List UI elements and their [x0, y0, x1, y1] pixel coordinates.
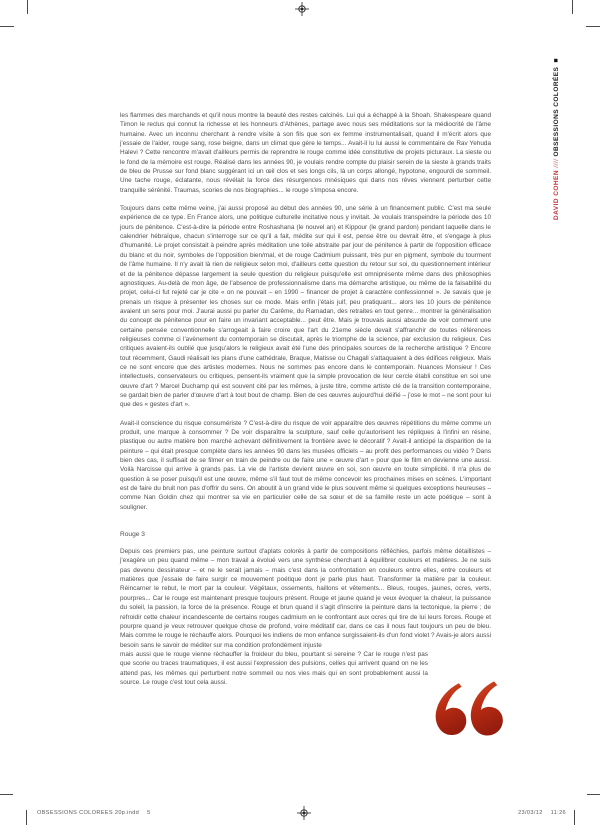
paragraph: mais aussi que le rouge vienne réchauffer la froideur du bleu, pourtant si sereine ? Car le rouge n'est pas que scorie ou traces traumatiques, il est aussi l'expression des pulsions, celles qui arrivent quand on ne les attend pas, les mêmes qui perturbent notre sommeil ou nos vies mais qui en sont probablement aussi la source. Le rouge c'est tout cela aussi. — [120, 650, 428, 686]
crop-mark — [0, 26, 14, 27]
crop-mark — [587, 794, 600, 795]
crop-mark — [586, 26, 600, 27]
quote-marks-graphic — [433, 680, 507, 742]
print-time: 11:26 — [550, 810, 566, 816]
crop-mark — [26, 810, 27, 825]
file-slug: OBSESSIONS COLOREES 20p.indd — [37, 810, 140, 816]
spine-separator: //// — [553, 156, 560, 171]
author-name: DAVID COHEN — [553, 170, 560, 220]
print-date: 23/03/12 — [518, 810, 543, 816]
paragraph: Depuis ces premiers pas, une peinture surtout d'aplats colorés à partir de compositions réfléchies, parfois même détaillistes – j'exagère un peu quand même – mon travail a évolué vers une synthèse cherchant à équilibrer couleurs et matières. Je ne suis pas devenu dessinateur – et ne le serait jamais – mais c'est dans la confrontation en couleurs entre elles, entre couleurs et matières que j'essaie de faire surgir ce mouvement poétique dont je parle plus haut. Transformer la matière par la couleur. Réincarner le rebut, le mort par la couleur. Végétaux, ossements, haillons et vêtements... Bleus, rouges, jaunes, ocres, verts, pourpres... Car le rouge est maintenant presque toujours présent. Rouge et jaune quand je veux évoquer la chaleur, la puissance du soleil, la passion, la force de la présence. Rouge et brun quand il s'agit d'inscrire la peinture dans la tectonique, la pierre ; de refroidir cette chaleur incandescente de certains rouges cadmium en le confrontant aux ocres qui tire de lui leurs forces. Rouge et pourpre quand je veux retrouver quelque chose de profond, voire méditatif car, dans ce cas il nous faut toujours un peu de bleu. Mais comme le rouge le réchauffe alors. Pourquoi les indiens de mon enfance surgissaient-ils d'un fond violet ? Avais-je alors aussi besoin sans le savoir de méditer sur ma condition profondément injuste — [120, 548, 491, 649]
crop-mark — [27, 0, 28, 14]
footer-slug — [37, 810, 151, 816]
book-title: OBSESSIONS COLORÉES — [553, 66, 560, 157]
crop-mark — [0, 794, 13, 795]
paragraph: Avait-il conscience du risque consumériste ? C'est-à-dire du risque de voir apparaître des œuvres répétitions du même comme un produit, une marque à consommer ? De voir disparaître la sculpture, sauf celle qu'autorisent les répliques à l'infini en résine, plastique ou autre matière bon marché achevant définitivement la frontière avec le décoratif ? Avait-il anticipé la disparition de la peinture – qui était presque complète dans les années 90 dans les musées officiels – au profit des performances ou vidéo ? Dans bien des cas, il suffisait de se filmer en train de peindre ou de faire une « œuvre d'art » pour que le film en devienne une aussi. Voilà Narcisse qui arrive à grands pas. La vie de l'artiste devient œuvre en soi, son œuvre en toute simplicité. Il n'a plus de question à se poser puisqu'il est une œuvre, même s'il faut tout de même concevoir les prochaines mises en scènes. L'important est de faire du bruit non pas d'offrir du sens. On aboutit à un grand vide le plus souvent même si quelques exceptions heureuses – comme Nan Goldin chez qui montrer sa vie en particulier celle de sa sœur et de sa famille reste un acte poétique – sont à souligner. — [120, 419, 491, 511]
registration-mark-icon — [295, 2, 309, 16]
page-number: 5 — [147, 810, 151, 816]
footer-datetime — [518, 810, 566, 816]
registration-mark-icon — [297, 806, 311, 820]
article-text — [120, 111, 491, 696]
paragraph: Toujours dans cette même veine, j'ai aussi proposé au début des années 90, une série à un financement public. C'est ma seule expérience de ce type. En France alors, une politique culturelle incitative nous y invitait. Je voulais transpeindre la période des 10 jours de pénitence. C'est-à-dire la période entre Roshashana (le nouvel an) et Kippour (le grand pardon) pendant laquelle dans le calendrier hébraïque, chacun s'interroge sur ce qu'il a fait, médite sur qui il est, pense être ou devrait être, et s'engage à plus d'humanité. Le projet consistait à peindre après méditation une toile abstraite par jour de pénitence à partir de l'opposition efficace du blanc et du noir, symboles de l'opposition bien/mal, et de rouge Cadmium puissant, très pur en pigment, symbole du tourment de l'âme humaine. Il n'y avait là rien de religieux selon moi, d'ailleurs cette question du retour sur soi, du questionnement intérieur et de la pénitence dépasse largement la seule question du religieux puisqu'elle est omniprésente même dans des philosophies agnostiques. Au-delà de mon âge, de l'absence de professionnalisme dans ma démarche artistique, ou même de la faisabilité du projet, celui-ci fut rejeté car je cite « on ne pouvait – en 1990 – financer de projet à caractère confessionnel ». Je savais que je prenais un risque à présenter les choses sur ce mode. Mais enfin j'étais juif, peu pratiquant... alors les 10 jours de pénitence avaient un sens pour moi. J'aurai aussi pu parler du Carême, du Ramadan, des retraites en tout genre... montrer la généralisation du concept de pénitence pour en faire un invariant acceptable... peut être. Mais je trouvais aussi absurde de voir comment une certaine pensée conventionnelle s'arrogeait à faire croire que l'art du 21eme siècle devait s'affranchir de toutes références religieuses comme ci l'avènement du contemporain se discutait, après le triomphe de la science, par exclusion du religieux. Ces critiques avaient-ils oublié que jusqu'alors le religieux avait été l'une des principales sources de la recherche artistique ? Encore tout récemment, Gaudi réalisait les plans d'une cathédrale, Braque, Matisse ou Chagall s'attaquaient à des édifices religieux. Mais ce ne sont encore que des artistes modernes. Nous ne sommes pas encore dans le contemporain. Nuances Monsieur ! Ces intellectuels, conservateurs ou critiques, pensent-ils vraiment que la simple provocation de leur cercle établi constitue en soi une œuvre d'art ? Marcel Duchamp qui est souvent cité par les mêmes, à juste titre, comme artiste clé de la transition contemporaine, se gardait bien de parler d'œuvre d'art à tout bout de champ. Bien de ces œuvres aujourd'hui déifié – j'ose le mot – ne sont pour lui que des « gestes d'art ». — [120, 205, 491, 409]
crop-mark — [574, 810, 575, 825]
crop-mark — [572, 0, 573, 14]
section-heading: Rouge 3 — [120, 531, 145, 539]
spine-label — [553, 28, 565, 220]
square-icon: ■ — [553, 58, 560, 63]
paragraph: les flammes des marchands et qu'il nous montre la beauté des restes calcinés. Lui qui a échappé à la Shoah. Shakespeare quand Timon le reclus qui connut la richesse et les honneurs d'Athènes, partage avec nous ses méditations sur la médiocrité de l'âme humaine. Avec un inconnu cherchant à rendre visite à son fils que son ex femme instrumentalisait, quand il m'écrit alors que j'essaie de l'aider, rouge sang, rose beigne, dans un climat que gère le temps... Avait-il lu lui aussi le commentaire de Rav Yehuda Halevi ? Cette rencontre m'avait d'ailleurs permis de reprendre le rouge comme idée constitutive de projets picturaux. La sieste ou le fond de la mémoire est rouge. Réalisé dans les années 90, je voulais rendre compte du plaisir serein de la sieste à grands traits de bleu de Prusse sur fond blanc suggérant ici un œil clos et ses longs cils, là un corps allongé, hypotone, engourdi de sommeil. Une tache rouge, éclatante, nous révélait la force des résurgences mnésiques qui dans nos rêves viennent perturber cette tranquille sérénité. Traumas, scories de nos biographies... le rouge s'imposa encore. — [120, 112, 491, 194]
